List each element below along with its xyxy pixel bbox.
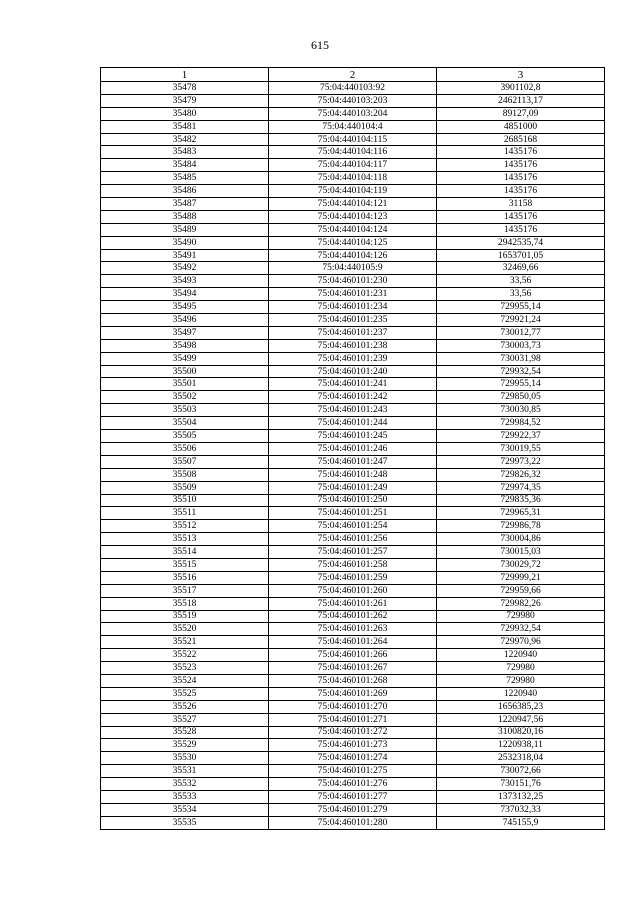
row-number-cell: 35516 — [101, 571, 269, 584]
table-row — [101, 146, 605, 159]
cadastral-number-cell: 75:04:460101:270 — [269, 700, 437, 713]
table-row — [101, 378, 605, 391]
value-cell: 729955,14 — [437, 301, 605, 314]
cadastral-number-cell: 75:04:460101:263 — [269, 623, 437, 636]
value-cell: 2685168 — [437, 133, 605, 146]
row-number-cell: 35510 — [101, 494, 269, 507]
value-cell: 729980 — [437, 662, 605, 675]
cadastral-number-cell: 75:04:460101:280 — [269, 816, 437, 829]
table-row — [101, 468, 605, 481]
table-row — [101, 713, 605, 726]
cadastral-number-cell: 75:04:460101:243 — [269, 404, 437, 417]
cadastral-number-cell: 75:04:460101:249 — [269, 481, 437, 494]
cadastral-number-cell: 75:04:460101:247 — [269, 455, 437, 468]
value-cell: 729921,24 — [437, 314, 605, 327]
row-number-cell: 35489 — [101, 223, 269, 236]
table-row — [101, 417, 605, 430]
value-cell: 1373132,25 — [437, 790, 605, 803]
value-cell: 730015,03 — [437, 546, 605, 559]
cadastral-number-cell: 75:04:460101:266 — [269, 649, 437, 662]
table-row — [101, 520, 605, 533]
table-row — [101, 326, 605, 339]
value-cell: 730029,72 — [437, 558, 605, 571]
table-row — [101, 262, 605, 275]
table-row — [101, 790, 605, 803]
value-cell: 31158 — [437, 198, 605, 211]
row-number-cell: 35506 — [101, 442, 269, 455]
row-number-cell: 35497 — [101, 326, 269, 339]
row-number-cell: 35493 — [101, 275, 269, 288]
cadastral-number-cell: 75:04:460101:256 — [269, 533, 437, 546]
row-number-cell: 35483 — [101, 146, 269, 159]
table-row — [101, 120, 605, 133]
cadastral-number-cell: 75:04:460101:261 — [269, 597, 437, 610]
row-number-cell: 35511 — [101, 507, 269, 520]
row-number-cell: 35485 — [101, 172, 269, 185]
row-number-cell: 35522 — [101, 649, 269, 662]
table-row — [101, 558, 605, 571]
cadastral-number-cell: 75:04:440104:116 — [269, 146, 437, 159]
cadastral-number-cell: 75:04:460101:235 — [269, 314, 437, 327]
cadastral-number-cell: 75:04:460101:238 — [269, 339, 437, 352]
row-number-cell: 35478 — [101, 82, 269, 95]
cadastral-number-cell: 75:04:440103:92 — [269, 82, 437, 95]
value-cell: 1220947,56 — [437, 713, 605, 726]
value-cell: 1656385,23 — [437, 700, 605, 713]
row-number-cell: 35512 — [101, 520, 269, 533]
value-cell: 1220940 — [437, 649, 605, 662]
row-number-cell: 35525 — [101, 687, 269, 700]
value-cell: 729826,32 — [437, 468, 605, 481]
row-number-cell: 35515 — [101, 558, 269, 571]
page-number: 615 — [311, 38, 329, 52]
cadastral-number-cell: 75:04:460101:234 — [269, 301, 437, 314]
cadastral-number-cell: 75:04:460101:237 — [269, 326, 437, 339]
table-row — [101, 159, 605, 172]
value-cell: 2462113,17 — [437, 94, 605, 107]
cadastral-number-cell: 75:04:440104:125 — [269, 236, 437, 249]
table-row — [101, 391, 605, 404]
cadastral-number-cell: 75:04:460101:251 — [269, 507, 437, 520]
cadastral-number-cell: 75:04:460101:274 — [269, 752, 437, 765]
cadastral-number-cell: 75:04:440104:126 — [269, 249, 437, 262]
value-cell: 729850,05 — [437, 391, 605, 404]
row-number-cell: 35518 — [101, 597, 269, 610]
table-row — [101, 481, 605, 494]
cadastral-number-cell: 75:04:440103:203 — [269, 94, 437, 107]
row-number-cell: 35484 — [101, 159, 269, 172]
table-row — [101, 649, 605, 662]
table-row — [101, 610, 605, 623]
value-cell: 2942535,74 — [437, 236, 605, 249]
value-cell: 3901102,8 — [437, 82, 605, 95]
table-body — [101, 82, 605, 830]
value-cell: 729922,37 — [437, 430, 605, 443]
table-row — [101, 739, 605, 752]
value-cell: 730019,55 — [437, 442, 605, 455]
row-number-cell: 35503 — [101, 404, 269, 417]
cadastral-number-cell: 75:04:460101:231 — [269, 288, 437, 301]
cadastral-number-cell: 75:04:460101:272 — [269, 726, 437, 739]
column-header-1: 1 — [101, 68, 269, 82]
row-number-cell: 35513 — [101, 533, 269, 546]
table-row — [101, 352, 605, 365]
row-number-cell: 35524 — [101, 674, 269, 687]
row-number-cell: 35499 — [101, 352, 269, 365]
cadastral-number-cell: 75:04:460101:246 — [269, 442, 437, 455]
row-number-cell: 35488 — [101, 210, 269, 223]
header-row — [101, 68, 605, 82]
table-row — [101, 455, 605, 468]
table-row — [101, 301, 605, 314]
cadastral-number-cell: 75:04:440104:119 — [269, 185, 437, 198]
value-cell: 2532318,04 — [437, 752, 605, 765]
cadastral-number-cell: 75:04:440103:204 — [269, 107, 437, 120]
cadastral-number-cell: 75:04:460101:267 — [269, 662, 437, 675]
table-row — [101, 571, 605, 584]
cadastral-number-cell: 75:04:460101:276 — [269, 778, 437, 791]
row-number-cell: 35532 — [101, 778, 269, 791]
cadastral-number-cell: 75:04:440104:115 — [269, 133, 437, 146]
table-row — [101, 584, 605, 597]
cadastral-number-cell: 75:04:460101:273 — [269, 739, 437, 752]
value-cell: 1435176 — [437, 172, 605, 185]
cadastral-number-cell: 75:04:440104:121 — [269, 198, 437, 211]
value-cell: 737032,33 — [437, 803, 605, 816]
table-row — [101, 430, 605, 443]
value-cell: 1220938,11 — [437, 739, 605, 752]
table-row — [101, 494, 605, 507]
table-row — [101, 507, 605, 520]
row-number-cell: 35500 — [101, 365, 269, 378]
value-cell: 729959,66 — [437, 584, 605, 597]
table-row — [101, 172, 605, 185]
row-number-cell: 35528 — [101, 726, 269, 739]
table-row — [101, 700, 605, 713]
table-row — [101, 210, 605, 223]
value-cell: 729955,14 — [437, 378, 605, 391]
table-row — [101, 778, 605, 791]
cadastral-number-cell: 75:04:460101:254 — [269, 520, 437, 533]
cadastral-number-cell: 75:04:460101:240 — [269, 365, 437, 378]
value-cell: 729999,21 — [437, 571, 605, 584]
value-cell: 729980 — [437, 674, 605, 687]
cadastral-number-cell: 75:04:460101:245 — [269, 430, 437, 443]
row-number-cell: 35495 — [101, 301, 269, 314]
table-row — [101, 198, 605, 211]
cadastral-number-cell: 75:04:460101:279 — [269, 803, 437, 816]
cadastral-number-cell: 75:04:460101:271 — [269, 713, 437, 726]
table-row — [101, 623, 605, 636]
cadastral-number-cell: 75:04:460101:262 — [269, 610, 437, 623]
value-cell: 729932,54 — [437, 623, 605, 636]
cadastral-number-cell: 75:04:460101:230 — [269, 275, 437, 288]
value-cell: 730072,66 — [437, 765, 605, 778]
row-number-cell: 35520 — [101, 623, 269, 636]
value-cell: 4851000 — [437, 120, 605, 133]
value-cell: 729980 — [437, 610, 605, 623]
row-number-cell: 35482 — [101, 133, 269, 146]
row-number-cell: 35508 — [101, 468, 269, 481]
cadastral-number-cell: 75:04:460101:244 — [269, 417, 437, 430]
row-number-cell: 35533 — [101, 790, 269, 803]
table-row — [101, 404, 605, 417]
value-cell: 745155,9 — [437, 816, 605, 829]
cadastral-number-cell: 75:04:460101:242 — [269, 391, 437, 404]
table-row — [101, 339, 605, 352]
cadastral-number-cell: 75:04:460101:250 — [269, 494, 437, 507]
table-row — [101, 546, 605, 559]
value-cell: 1435176 — [437, 223, 605, 236]
value-cell: 729984,52 — [437, 417, 605, 430]
row-number-cell: 35505 — [101, 430, 269, 443]
row-number-cell: 35534 — [101, 803, 269, 816]
value-cell: 730030,85 — [437, 404, 605, 417]
value-cell: 3100820,16 — [437, 726, 605, 739]
value-cell: 89127,09 — [437, 107, 605, 120]
row-number-cell: 35480 — [101, 107, 269, 120]
value-cell: 1435176 — [437, 210, 605, 223]
value-cell: 1435176 — [437, 146, 605, 159]
table-row — [101, 94, 605, 107]
value-cell: 729982,26 — [437, 597, 605, 610]
cadastral-number-cell: 75:04:440104:117 — [269, 159, 437, 172]
row-number-cell: 35527 — [101, 713, 269, 726]
cadastral-number-cell: 75:04:440104:123 — [269, 210, 437, 223]
value-cell: 729973,22 — [437, 455, 605, 468]
row-number-cell: 35517 — [101, 584, 269, 597]
cadastral-number-cell: 75:04:440104:124 — [269, 223, 437, 236]
value-cell: 1435176 — [437, 159, 605, 172]
row-number-cell: 35496 — [101, 314, 269, 327]
value-cell: 729835,36 — [437, 494, 605, 507]
value-cell: 730004,86 — [437, 533, 605, 546]
cadastral-number-cell: 75:04:460101:264 — [269, 636, 437, 649]
table-row — [101, 223, 605, 236]
table-row — [101, 185, 605, 198]
row-number-cell: 35507 — [101, 455, 269, 468]
cadastral-number-cell: 75:04:460101:259 — [269, 571, 437, 584]
table-row — [101, 236, 605, 249]
value-cell: 1220940 — [437, 687, 605, 700]
value-cell: 730031,98 — [437, 352, 605, 365]
table-row — [101, 662, 605, 675]
cadastral-number-cell: 75:04:460101:269 — [269, 687, 437, 700]
row-number-cell: 35481 — [101, 120, 269, 133]
row-number-cell: 35526 — [101, 700, 269, 713]
row-number-cell: 35501 — [101, 378, 269, 391]
row-number-cell: 35531 — [101, 765, 269, 778]
cadastral-number-cell: 75:04:440104:4 — [269, 120, 437, 133]
table-row — [101, 816, 605, 829]
value-cell: 730003,73 — [437, 339, 605, 352]
row-number-cell: 35521 — [101, 636, 269, 649]
row-number-cell: 35490 — [101, 236, 269, 249]
cadastral-number-cell: 75:04:460101:239 — [269, 352, 437, 365]
row-number-cell: 35487 — [101, 198, 269, 211]
row-number-cell: 35504 — [101, 417, 269, 430]
value-cell: 730151,76 — [437, 778, 605, 791]
table-row — [101, 636, 605, 649]
value-cell: 33,56 — [437, 288, 605, 301]
table-row — [101, 803, 605, 816]
value-cell: 729970,96 — [437, 636, 605, 649]
table-row — [101, 533, 605, 546]
value-cell: 729965,31 — [437, 507, 605, 520]
cadastral-number-cell: 75:04:460101:258 — [269, 558, 437, 571]
cadastral-number-cell: 75:04:460101:275 — [269, 765, 437, 778]
table-row — [101, 752, 605, 765]
cadastral-number-cell: 75:04:460101:277 — [269, 790, 437, 803]
value-cell: 32469,66 — [437, 262, 605, 275]
value-cell: 730012,77 — [437, 326, 605, 339]
value-cell: 33,56 — [437, 275, 605, 288]
table-row — [101, 365, 605, 378]
cadastral-number-cell: 75:04:460101:257 — [269, 546, 437, 559]
row-number-cell: 35523 — [101, 662, 269, 675]
row-number-cell: 35486 — [101, 185, 269, 198]
cadastral-number-cell: 75:04:460101:248 — [269, 468, 437, 481]
value-cell: 1653701,05 — [437, 249, 605, 262]
row-number-cell: 35529 — [101, 739, 269, 752]
cadastral-number-cell: 75:04:460101:260 — [269, 584, 437, 597]
row-number-cell: 35492 — [101, 262, 269, 275]
row-number-cell: 35535 — [101, 816, 269, 829]
row-number-cell: 35494 — [101, 288, 269, 301]
cadastral-number-cell: 75:04:460101:241 — [269, 378, 437, 391]
value-cell: 1435176 — [437, 185, 605, 198]
table-row — [101, 674, 605, 687]
column-header-2: 2 — [269, 68, 437, 82]
cadastral-number-cell: 75:04:440105:9 — [269, 262, 437, 275]
row-number-cell: 35479 — [101, 94, 269, 107]
row-number-cell: 35491 — [101, 249, 269, 262]
cadastral-number-cell: 75:04:440104:118 — [269, 172, 437, 185]
table-row — [101, 314, 605, 327]
value-cell: 729974,35 — [437, 481, 605, 494]
table-header — [101, 68, 605, 82]
row-number-cell: 35514 — [101, 546, 269, 559]
table-row — [101, 275, 605, 288]
table-row — [101, 82, 605, 95]
cadastral-number-cell: 75:04:460101:268 — [269, 674, 437, 687]
table-row — [101, 249, 605, 262]
row-number-cell: 35530 — [101, 752, 269, 765]
table-row — [101, 288, 605, 301]
table-row — [101, 726, 605, 739]
table-row — [101, 687, 605, 700]
table-row — [101, 442, 605, 455]
row-number-cell: 35502 — [101, 391, 269, 404]
table-row — [101, 765, 605, 778]
row-number-cell: 35519 — [101, 610, 269, 623]
row-number-cell: 35498 — [101, 339, 269, 352]
value-cell: 729932,54 — [437, 365, 605, 378]
table-row — [101, 597, 605, 610]
column-header-3: 3 — [437, 68, 605, 82]
value-cell: 729986,78 — [437, 520, 605, 533]
data-table — [100, 67, 605, 830]
row-number-cell: 35509 — [101, 481, 269, 494]
table-row — [101, 107, 605, 120]
table-row — [101, 133, 605, 146]
